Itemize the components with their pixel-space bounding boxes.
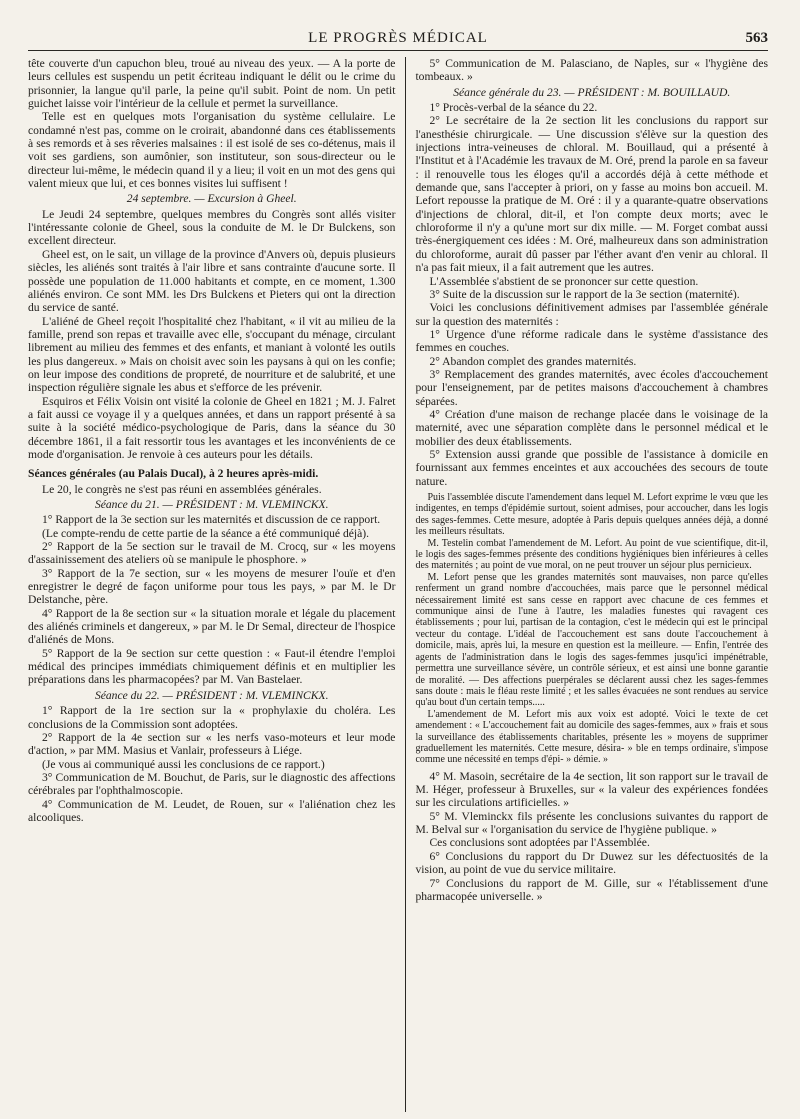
- left-column: [28, 57, 405, 1112]
- paragraph: 5° Communication de M. Palasciano, de Naples, sur « l'hygiène des tombeaux. »: [415, 57, 769, 84]
- page-header: [28, 28, 768, 51]
- note-paragraph: M. Lefort pense que les grandes maternités sont mauvaises, non parce qu'elles renferment un grand nombre d'accouchées, mais parce que le personnel médical nécessairement limité est sans cesse en rapport avec chacune de ces femmes et communique ainsi de l'une à l'autre, les maladies funestes qui ravagent ces établissements ; pour lui, partisan de la contagion, c'est le médecin qui est le principal vecteur du contage. L'idéal de l'accouchement est sans doute l'accouchement à domicile, mais, après lui, la mesure en question est la meilleure. — Enfin, l'entrée des agents de l'administration dans le logis des sages-femmes jusqu'ici impénétrable, permettra une surveillance sévère, un contrôle sérieux, et est ainsi une bonne garantie de moralité. — Des affections puerpérales se déclarent aussi chez les sages-femmes sans doute : mais le fléau reste limité ; et les salles évacuées ne sont rendues au service qu'au bout d'un certain temps.....: [415, 571, 769, 709]
- note-paragraph: L'amendement de M. Lefort mis aux voix est adopté. Voici le texte de cet amendement : « L'accouchement fait au domicile des sages-femmes, aux » frais et sous la surveillance des établissements charitables, présente les » moyens de supprimer graduellement les maternités. Cette mesure, désira- » ble en temps ordinaire, s'impose comme une nécessité en temps d'épi- » démie. »: [415, 708, 769, 766]
- session-heading-23: Séance générale du 23. — PRÉSIDENT : M. BOUILLAUD.: [453, 85, 731, 99]
- paragraph: 4° Création d'une maison de rechange placée dans le voisinage de la maternité, avec une séparation complète dans le personnel médical et le mobilier des deux établissements.: [415, 407, 769, 448]
- two-column-body: [28, 57, 768, 1112]
- paragraph: 4° M. Masoin, secrétaire de la 4e section, lit son rapport sur le travail de M. Héger, professeur à Bruxelles, sur « la valeur des expériences fondées sur les circulations artificielles. »: [415, 769, 769, 810]
- note-paragraph: Puis l'assemblée discute l'amendement dans lequel M. Lefort exprime le vœu que les indigentes, en temps d'épidémie surtout, soient admises, pour accoucher, dans les logis des sages-femmes. Cette mesure, adoptée à Paris depuis quelques années déjà, a donné les meilleurs résultats.: [415, 492, 769, 538]
- section-heading-seances: Séances générales (au Palais Ducal), à 2 heures après-midi.: [28, 467, 319, 481]
- paragraph: 2° Le secrétaire de la 2e section lit les conclusions du rapport sur l'anesthésie chirurgicale. — Une discussion s'élève sur la question des injections intra-veineuses de chloral. M. Bouillaud, qui a présenté à l'Institut et à l'Académie les travaux de M. Oré, prend la parole en sa faveur : il renouvelle tous les éloges qu'il a accordés déjà à cette méthode et demande que, sans l'accepter à priori, on y fasse au moins bon accueil. M. Lefort repousse la pratique de M. Oré : il y a quarante-quatre observations d'injections de chloral, dit-il, et l'on compte deux morts; avec le chloroforme il n'y a qu'une mort sur dix mille. — M. Forget combat aussi très-énergiquement ces idées : M. Oré, malheureux dans son administration du chloroforme, aurait dû passer par l'éther avant d'en venir au chloral. Il n'a pas fait mieux, il a fait autrement que les autres.: [415, 114, 769, 275]
- paragraph: Esquiros et Félix Voisin ont visité la colonie de Gheel en 1821 ; M. J. Falret a fait aussi ce voyage il y a quelques années, et dans un rapport présenté à sa suite à la société médico-psychologique de Paris, dans la séance du 30 décembre 1861, il a fait ressortir tous les avantages et les inconvénients de ce mode d'organisation. Je renvoie à ces auteurs pour les détails.: [28, 394, 396, 461]
- paragraph: 7° Conclusions du rapport de M. Gille, sur « l'établissement d'une pharmacopée universelle. »: [415, 876, 769, 903]
- session-heading-22: Séance du 22. — PRÉSIDENT : M. VLEMINCKX.: [94, 688, 329, 702]
- paragraph: L'aliéné de Gheel reçoit l'hospitalité chez l'habitant, « il vit au milieu de la famille, prend son repas et travaille avec elle, s'occupant du ménage, circulant librement au milieu des femmes et des enfants, et maniant à volonté les outils les plus dangereux. » Mais on choisit avec soin les paysans à qui on les confie; on leur impose des conditions de propreté, de nourriture et de salubrité, et une inspection régulière signale les abus et s'efforce de les prévenir.: [28, 314, 396, 395]
- paragraph: 3° Rapport de la 7e section, sur « les moyens de mesurer l'ouïe et d'en enregistrer le degré de façon uniforme pour tous les pays, » par M. le Dr Delstanche, père.: [28, 566, 396, 607]
- section-heading-gheel: 24 septembre. — Excursion à Gheel.: [126, 192, 297, 206]
- paragraph: 6° Conclusions du rapport du Dr Duwez sur les défectuosités de la vision, au point de vue du service militaire.: [415, 849, 769, 877]
- paragraph: Ces conclusions sont adoptées par l'Assemblée.: [429, 836, 650, 850]
- column-divider: [405, 57, 406, 1112]
- note-paragraph: M. Testelin combat l'amendement de M. Lefort. Au point de vue scientifique, dit-il, le logis des sages-femmes présente des conditions hygiéniques bien inférieures à celles des maternités ; au point de vue moral, on ne peut trouver un séjour plus pernicieux.: [415, 537, 769, 572]
- paragraph: Le 20, le congrès ne s'est pas réuni en assemblées générales.: [42, 482, 322, 496]
- journal-title: LE PROGRÈS MÉDICAL: [308, 30, 488, 46]
- paragraph: 5° Extension aussi grande que possible de l'assistance à domicile en fournissant aux femmes enceintes et aux accouchées des secours de toute nature.: [415, 447, 769, 488]
- paragraph: 1° Rapport de la 3e section sur les maternités et discussion de ce rapport.: [42, 513, 381, 527]
- paragraph: 3° Communication de M. Bouchut, de Paris, sur le diagnostic des affections cérébrales par l'ophthalmoscopie.: [28, 770, 396, 798]
- paragraph: Gheel est, on le sait, un village de la province d'Anvers où, depuis plusieurs siècles, les aliénés sont traités à l'air libre et sans contrainte d'aucune sorte. Il possède une population de 11.000 habitants et compte, en ce moment, 1.300 aliénés environ. Ce sont MM. les Drs Bulckens et Pieters qui ont la direction du service de santé.: [28, 247, 396, 315]
- paragraph: 2° Rapport de la 5e section sur le travail de M. Crocq, sur « les moyens d'assainissement des ateliers où se manipule le phosphore. »: [28, 540, 396, 567]
- paragraph: 5° M. Vleminckx fils présente les conclusions suivantes du rapport de M. Belval sur « l'organisation du service de l'hygiène publique. »: [415, 809, 769, 837]
- paragraph: 1° Urgence d'une réforme radicale dans le système d'assistance des femmes en couches.: [415, 327, 769, 355]
- paragraph: 4° Rapport de la 8e section sur « la situation morale et légale du placement des aliénés criminels et dangereux, » par M. le Dr Semal, directeur de l'hospice d'aliénés de Mons.: [28, 606, 396, 647]
- paragraph: 5° Rapport de la 9e section sur cette question : « Faut-il étendre l'emploi médical des principes immédiats chimiquement définis et en multiplier les préparations dans les pharmacopées? par M. Van Bastelaer.: [28, 646, 396, 687]
- small-print-notes: [415, 492, 768, 766]
- paragraph: (Je vous ai communiqué aussi les conclusions de ce rapport.): [42, 757, 325, 771]
- paragraph: Le Jeudi 24 septembre, quelques membres du Congrès sont allés visiter l'intéressante colonie de Gheel, sous la conduite de M. le Dr Bulckens, son excellent directeur.: [28, 207, 396, 248]
- page-number: 563: [745, 30, 768, 46]
- paragraph: 2° Abandon complet des grandes maternités.: [429, 354, 637, 368]
- paragraph: (Le compte-rendu de cette partie de la séance a été communiqué déjà).: [42, 526, 370, 540]
- paragraph: 2° Rapport de la 4e section sur « les nerfs vaso-moteurs et leur mode d'action, » par MM. Masius et Vanlair, professeurs à Liége.: [28, 730, 396, 758]
- paragraph: 1° Rapport de la 1re section sur la « prophylaxie du choléra. Les conclusions de la Commission sont adoptées.: [28, 704, 396, 731]
- paragraph: Telle est en quelques mots l'organisation du système cellulaire. Le condamné n'est pas, comme on le croirait, abandonné dans ces établissements à ses remords et à ses rêveries malsaines : il est isolé de ses co-détenus, mais il voit ses gardiens, son aumônier, son instituteur, son sous-directeur ou le directeur lui-même, le médecin quand il y a lieu; il voit en un mot des gens qui valent mieux que lui, et ces bonnes visites lui suffisent !: [28, 110, 396, 191]
- paragraph: Voici les conclusions définitivement admises par l'assemblée générale sur la question des maternités :: [415, 301, 769, 328]
- paragraph: tête couverte d'un capuchon bleu, troué au niveau des yeux. — A la porte de leurs cellules est suspendu un petit écriteau indiquant le délit ou le crime du prisonnier, la langue qu'il parle, la peine qu'il subit. Point de nom. Un petit guichet laisse voir l'intérieur de la cellule et permet la surveillance.: [28, 57, 396, 111]
- paragraph: 4° Communication de M. Leudet, de Rouen, sur « l'aliénation chez les alcooliques.: [28, 797, 396, 824]
- paragraph: L'Assemblée s'abstient de se prononcer sur cette question.: [429, 274, 699, 288]
- right-column: [415, 57, 768, 1112]
- paragraph: 3° Remplacement des grandes maternités, avec écoles d'accouchement pour l'enseignement, par de petites maisons d'accouchement à chambres séparées.: [415, 367, 769, 408]
- session-heading-21: Séance du 21. — PRÉSIDENT : M. VLEMINCKX.: [94, 498, 329, 511]
- paragraph: 3° Suite de la discussion sur le rapport de la 3e section (maternité).: [429, 287, 740, 301]
- paragraph: 1° Procès-verbal de la séance du 22.: [429, 101, 598, 115]
